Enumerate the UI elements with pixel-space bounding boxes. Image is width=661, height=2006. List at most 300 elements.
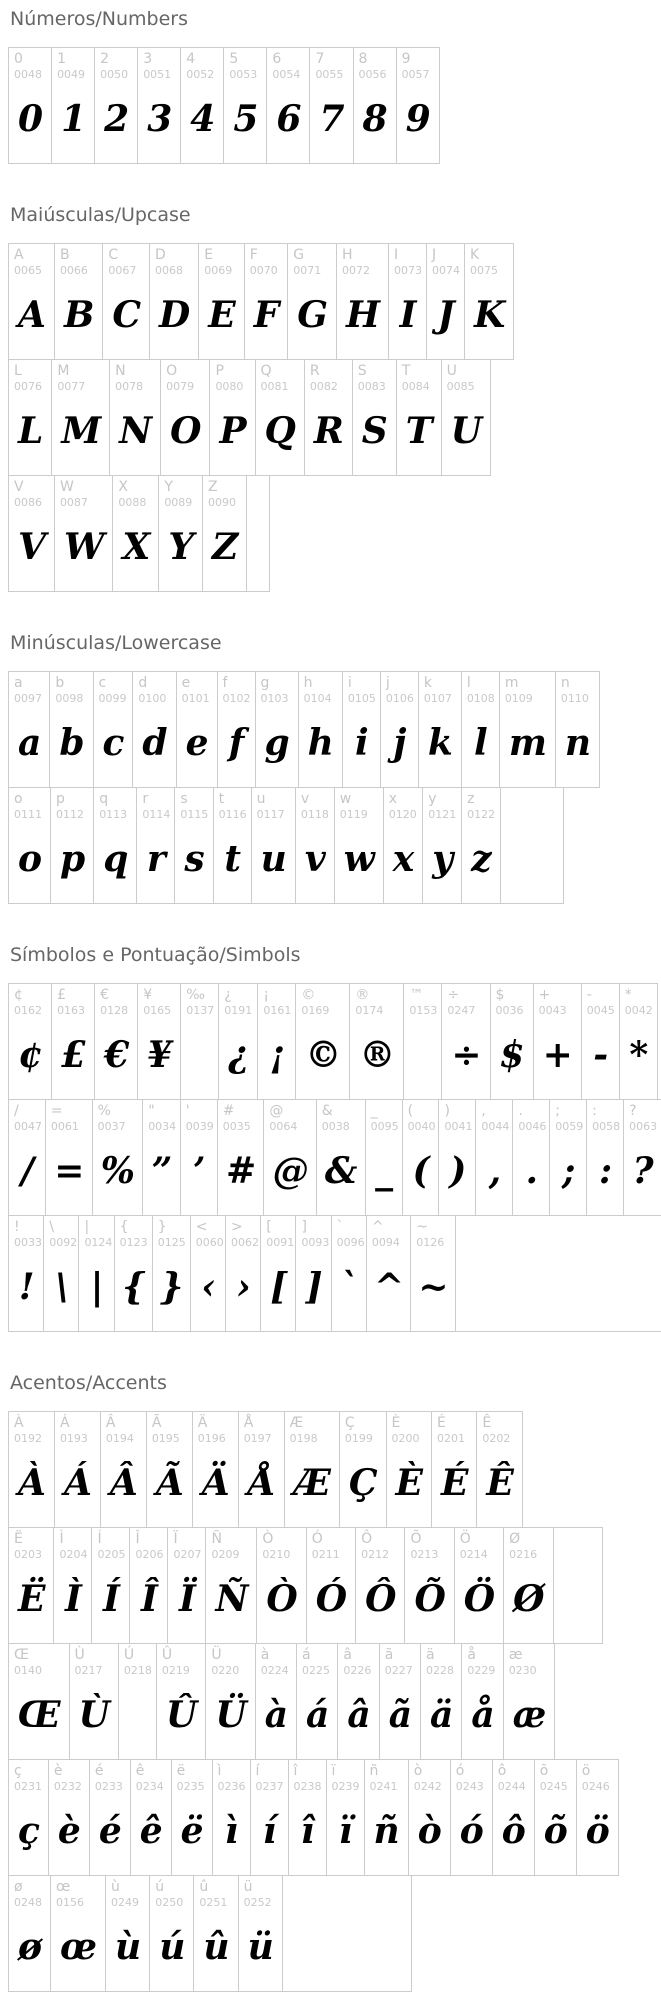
- cell-code-label: 0045: [586, 1004, 615, 1017]
- cell-glyph: !: [18, 1266, 35, 1308]
- cell-code-label: 0120: [388, 808, 417, 821]
- cell-char-label: D: [155, 247, 166, 263]
- cell-char-label: e: [181, 675, 191, 691]
- glyph-cell: [250, 1759, 289, 1876]
- empty-filler-cell: [246, 475, 270, 592]
- glyph-cell: [431, 1411, 477, 1528]
- cell-code-label: 0044: [481, 1120, 510, 1133]
- cell-code-label: 0038: [321, 1120, 350, 1133]
- cell-code-label: 0116: [218, 808, 247, 821]
- cell-code-label: 0078: [115, 380, 144, 393]
- glyph-row: [8, 1875, 661, 1992]
- cell-glyph: X: [122, 526, 151, 568]
- cell-glyph: Ó: [315, 1578, 348, 1620]
- cell-char-label: Ú: [123, 1647, 135, 1663]
- cell-glyph: í: [262, 1810, 277, 1852]
- glyph-cell: [287, 243, 337, 360]
- cell-code-label: 0103: [260, 692, 289, 705]
- glyph-cell: [408, 1759, 451, 1876]
- cell-glyph: %: [100, 1150, 136, 1192]
- cell-code-label: 0105: [347, 692, 376, 705]
- cell-code-label: 0248: [14, 1896, 42, 1909]
- cell-glyph: 5: [233, 98, 259, 140]
- cell-char-label: C: [108, 247, 119, 263]
- cell-code-label: 0109: [504, 692, 533, 705]
- cell-char-label: ™: [409, 987, 424, 1003]
- glyph-cell: [8, 1759, 49, 1876]
- cell-code-label: 0125: [157, 1236, 186, 1249]
- cell-char-label: |: [84, 1219, 90, 1235]
- cell-glyph: U: [450, 410, 482, 452]
- cell-char-label: g: [260, 675, 270, 691]
- cell-char-label: H: [342, 247, 353, 263]
- cell-char-label: =: [50, 1103, 63, 1119]
- glyph-cell: [69, 1643, 119, 1760]
- glyph-cell: [137, 983, 181, 1100]
- glyph-cell: [619, 983, 658, 1100]
- cell-glyph: k: [427, 722, 453, 764]
- glyph-cell: [8, 1411, 55, 1528]
- cell-char-label: r: [142, 791, 149, 807]
- cell-glyph: ø: [18, 1926, 43, 1968]
- cell-glyph: ï: [338, 1810, 353, 1852]
- glyph-cell: [255, 671, 299, 788]
- glyph-cell: [326, 1759, 365, 1876]
- cell-glyph: ù: [115, 1926, 142, 1968]
- cell-glyph: Å: [247, 1462, 276, 1504]
- glyph-cell: [51, 47, 95, 164]
- cell-char-label: õ: [539, 1763, 549, 1779]
- glyph-cell: [475, 1099, 513, 1216]
- cell-char-label: 2: [100, 51, 110, 67]
- cell-char-label: +: [538, 987, 551, 1003]
- cell-char-label: æ: [508, 1647, 523, 1663]
- glyph-cell: [8, 243, 55, 360]
- cell-glyph: N: [119, 410, 153, 452]
- glyph-cell: [450, 1759, 493, 1876]
- cell-glyph: Ù: [78, 1694, 110, 1736]
- glyph-row: [8, 1759, 661, 1876]
- glyph-cell: [94, 983, 138, 1100]
- cell-code-label: 0077: [57, 380, 86, 393]
- glyph-cell: [94, 47, 138, 164]
- cell-char-label: W: [59, 479, 74, 495]
- cell-glyph: ê: [139, 1810, 163, 1852]
- glyph-cell: [295, 983, 350, 1100]
- cell-char-label: >: [231, 1219, 243, 1235]
- glyph-cell: [193, 1875, 238, 1992]
- glyph-cell: [490, 983, 534, 1100]
- glyph-cell: [54, 1411, 101, 1528]
- cell-char-label: 0: [14, 51, 23, 67]
- cell-glyph: `: [340, 1266, 359, 1308]
- glyph-cell: [213, 787, 252, 904]
- cell-glyph: j: [393, 722, 407, 764]
- glyph-cell: [171, 1759, 213, 1876]
- cell-char-label: â: [343, 1647, 352, 1663]
- cell-glyph: V: [18, 526, 46, 568]
- cell-code-label: 0074: [432, 264, 461, 277]
- cell-code-label: 0241: [369, 1780, 398, 1793]
- cell-glyph: q: [103, 838, 129, 880]
- cell-glyph: a: [18, 722, 42, 764]
- cell-code-label: 0207: [173, 1548, 202, 1561]
- cell-code-label: 0054: [272, 68, 301, 81]
- cell-code-label: 0165: [143, 1004, 172, 1017]
- glyph-cell: [205, 1643, 255, 1760]
- cell-char-label: ù: [111, 1879, 120, 1895]
- cell-char-label: ]: [301, 1219, 307, 1235]
- cell-char-label: ~: [416, 1219, 428, 1235]
- cell-glyph: ‹: [201, 1266, 216, 1308]
- cell-char-label: f: [222, 675, 228, 691]
- cell-glyph: ú: [159, 1926, 186, 1968]
- glyph-cell: [205, 1527, 257, 1644]
- cell-char-label: Œ: [14, 1647, 29, 1663]
- cell-code-label: 0197: [243, 1432, 272, 1445]
- glyph-cell: [8, 1099, 46, 1216]
- glyph-cell: [366, 1215, 411, 1332]
- cell-glyph: [186, 1017, 214, 1093]
- cell-glyph: Ã: [155, 1462, 184, 1504]
- cell-char-label: Ê: [482, 1415, 492, 1431]
- glyph-cell: [386, 1411, 432, 1528]
- cell-code-label: 0086: [14, 496, 42, 509]
- cell-char-label: î: [293, 1763, 298, 1779]
- cell-glyph: 6: [276, 98, 302, 140]
- cell-glyph: ?: [632, 1150, 654, 1192]
- cell-code-label: 0245: [539, 1780, 568, 1793]
- cell-glyph: d: [142, 722, 168, 764]
- glyph-cell: [53, 1527, 92, 1644]
- section-title-numbers: Números/Numbers: [10, 8, 188, 30]
- cell-code-label: 0137: [186, 1004, 215, 1017]
- cell-char-label: q: [99, 791, 109, 807]
- cell-code-label: 0193: [59, 1432, 88, 1445]
- cell-code-label: 0088: [118, 496, 147, 509]
- cell-char-label: c: [98, 675, 107, 691]
- cell-char-label: v: [300, 791, 310, 807]
- glyph-cell: [306, 1527, 356, 1644]
- glyph-cell: [8, 1643, 70, 1760]
- cell-char-label: Z: [208, 479, 218, 495]
- glyph-cell: [238, 1411, 285, 1528]
- cell-code-label: 0140: [14, 1664, 42, 1677]
- glyph-cell: [555, 671, 600, 788]
- cell-code-label: 0233: [94, 1780, 123, 1793]
- cell-glyph: [124, 1677, 152, 1753]
- cell-glyph: œ: [60, 1926, 98, 1968]
- cell-code-label: 0076: [14, 380, 42, 393]
- cell-glyph: F: [253, 294, 280, 336]
- cell-glyph: È: [395, 1462, 423, 1504]
- glyph-cell: [288, 1759, 327, 1876]
- section-lowercase: [8, 632, 661, 904]
- cell-char-label: 7: [315, 51, 325, 67]
- cell-char-label: M: [57, 363, 70, 379]
- glyph-cell: [295, 787, 335, 904]
- cell-char-label: é: [94, 1763, 104, 1779]
- cell-glyph: (: [412, 1150, 430, 1192]
- glyph-cell: [137, 47, 181, 164]
- cell-glyph: ›: [236, 1266, 251, 1308]
- cell-code-label: 0093: [301, 1236, 330, 1249]
- cell-glyph: o: [18, 838, 43, 880]
- cell-glyph: ;: [562, 1150, 576, 1192]
- cell-char-label: ÷: [447, 987, 460, 1003]
- cell-code-label: 0094: [371, 1236, 400, 1249]
- cell-char-label: ¿: [224, 987, 232, 1003]
- cell-char-label: ì: [217, 1763, 222, 1779]
- cell-glyph: û: [203, 1926, 230, 1968]
- cell-code-label: 0046: [518, 1120, 547, 1133]
- section-title-lowercase: Minúsculas/Lowercase: [10, 632, 222, 654]
- cell-glyph: ö: [585, 1810, 610, 1852]
- cell-glyph: ä: [430, 1694, 454, 1736]
- cell-code-label: 0174: [355, 1004, 384, 1017]
- cell-char-label: ï: [331, 1763, 336, 1779]
- cell-glyph: :: [598, 1150, 613, 1192]
- cell-code-label: 0055: [315, 68, 344, 81]
- cell-code-label: 0156: [56, 1896, 85, 1909]
- cell-code-label: 0057: [401, 68, 430, 81]
- cell-glyph: |: [90, 1266, 104, 1308]
- cell-code-label: 0115: [180, 808, 209, 821]
- cell-code-label: 0079: [166, 380, 195, 393]
- cell-glyph: b: [59, 722, 85, 764]
- cell-code-label: 0036: [495, 1004, 524, 1017]
- cell-char-label: Í: [97, 1531, 102, 1547]
- cell-glyph: g: [264, 722, 290, 764]
- cell-char-label: å: [467, 1647, 476, 1663]
- cell-char-label: L: [14, 363, 22, 379]
- cell-glyph: 3: [147, 98, 173, 140]
- glyph-cell: [304, 359, 353, 476]
- cell-glyph: Ì: [65, 1578, 82, 1620]
- cell-code-label: 0211: [311, 1548, 340, 1561]
- cell-char-label: Á: [59, 1415, 70, 1431]
- cell-char-label: !: [14, 1219, 20, 1235]
- glyph-cell: [136, 787, 175, 904]
- cell-char-label: Ä: [197, 1415, 208, 1431]
- cell-char-label: Ã: [151, 1415, 162, 1431]
- cell-char-label: i: [347, 675, 352, 691]
- cell-code-label: 0243: [455, 1780, 484, 1793]
- cell-char-label: À: [14, 1415, 24, 1431]
- cell-char-label: ¢: [14, 987, 23, 1003]
- glyph-cell: [388, 243, 427, 360]
- glyph-cell: [438, 1099, 476, 1216]
- cell-code-label: 0199: [344, 1432, 373, 1445]
- glyph-cell: [198, 243, 244, 360]
- cell-code-label: 0196: [197, 1432, 226, 1445]
- cell-glyph: R: [313, 410, 344, 452]
- cell-glyph: [: [270, 1266, 288, 1308]
- cell-code-label: 0228: [426, 1664, 455, 1677]
- cell-glyph: h: [307, 722, 334, 764]
- cell-char-label: 5: [229, 51, 239, 67]
- cell-code-label: 0229: [467, 1664, 496, 1677]
- cell-glyph: ¡: [269, 1034, 286, 1076]
- cell-code-label: 0097: [14, 692, 42, 705]
- cell-glyph: Q: [264, 410, 296, 452]
- glyph-cell: [78, 1215, 114, 1332]
- cell-char-label: ?: [629, 1103, 637, 1119]
- glyph-cell: [352, 359, 397, 476]
- cell-char-label: $: [495, 987, 505, 1003]
- cell-code-label: 0235: [176, 1780, 205, 1793]
- cell-code-label: 0037: [97, 1120, 126, 1133]
- cell-char-label: @: [269, 1103, 284, 1119]
- cell-glyph: D: [159, 294, 191, 336]
- glyph-cell: [336, 243, 389, 360]
- cell-glyph: W: [63, 526, 105, 568]
- glyph-cell: [50, 1875, 106, 1992]
- cell-code-label: 0219: [161, 1664, 190, 1677]
- cell-code-label: 0064: [269, 1120, 298, 1133]
- glyph-cell: [149, 1875, 194, 1992]
- cell-glyph: 2: [104, 98, 130, 140]
- cell-char-label: -: [586, 987, 592, 1003]
- section-numbers: [8, 8, 661, 164]
- glyph-cell: [212, 1759, 251, 1876]
- cell-code-label: 0068: [155, 264, 184, 277]
- cell-glyph: f: [228, 722, 245, 764]
- glyph-cell: [43, 1215, 79, 1332]
- cell-glyph: L: [18, 410, 44, 452]
- cell-code-label: 0226: [343, 1664, 372, 1677]
- cell-code-label: 0252: [243, 1896, 272, 1909]
- cell-glyph: H: [346, 294, 381, 336]
- cell-char-label: Ë: [14, 1531, 23, 1547]
- glyph-cell: [93, 671, 134, 788]
- cell-code-label: 0056: [358, 68, 387, 81]
- glyph-cell: [255, 359, 305, 476]
- cell-char-label: Ô: [361, 1531, 373, 1547]
- cell-char-label: G: [293, 247, 305, 263]
- cell-glyph: 0: [18, 98, 44, 140]
- cell-char-label: /: [14, 1103, 19, 1119]
- glyph-cell: [118, 1643, 157, 1760]
- cell-char-label: ó: [455, 1763, 465, 1779]
- cell-char-label: N: [115, 363, 126, 379]
- cell-glyph: _: [375, 1150, 394, 1192]
- cell-char-label: l: [466, 675, 471, 691]
- cell-glyph: .: [525, 1150, 539, 1192]
- cell-glyph: Î: [141, 1578, 158, 1620]
- cell-char-label: k: [423, 675, 432, 691]
- cell-glyph: w: [343, 838, 375, 880]
- cell-char-label: a: [14, 675, 23, 691]
- glyph-cell: [576, 1759, 619, 1876]
- cell-char-label: &: [321, 1103, 333, 1119]
- cell-code-label: 0121: [428, 808, 457, 821]
- cell-glyph: p: [60, 838, 86, 880]
- glyph-row: [8, 359, 661, 476]
- cell-char-label: í: [255, 1763, 260, 1779]
- cell-code-label: 0060: [195, 1236, 224, 1249]
- glyph-row: [8, 475, 661, 592]
- cell-code-label: 0058: [592, 1120, 621, 1133]
- cell-char-label: É: [436, 1415, 446, 1431]
- cell-glyph: ó: [459, 1810, 484, 1852]
- cell-code-label: 0050: [100, 68, 129, 81]
- cell-char-label: ‰: [186, 987, 206, 1003]
- glyph-cell: [8, 983, 52, 1100]
- cell-code-label: 0206: [135, 1548, 164, 1561]
- cell-char-label: V: [14, 479, 24, 495]
- glyph-row: [8, 671, 661, 788]
- cell-code-label: 0049: [57, 68, 86, 81]
- cell-code-label: 0118: [300, 808, 329, 821]
- cell-code-label: 0194: [105, 1432, 134, 1445]
- cell-glyph: ò: [417, 1810, 442, 1852]
- cell-char-label: Ç: [344, 1415, 355, 1431]
- cell-code-label: 0083: [357, 380, 386, 393]
- cell-char-label: *: [624, 987, 632, 1003]
- glyph-cell: [454, 1527, 504, 1644]
- empty-filler-cell: [455, 1215, 661, 1332]
- cell-glyph: õ: [543, 1810, 568, 1852]
- cell-glyph: -: [593, 1034, 609, 1076]
- cell-char-label: h: [303, 675, 313, 691]
- cell-glyph: S: [361, 410, 388, 452]
- glyph-row: [8, 47, 661, 164]
- cell-glyph: m: [508, 722, 547, 764]
- cell-char-label: à: [260, 1647, 270, 1663]
- cell-code-label: 0091: [266, 1236, 295, 1249]
- cell-glyph: i: [355, 722, 369, 764]
- glyph-cell: [499, 671, 556, 788]
- glyph-cell: [339, 1411, 387, 1528]
- cell-glyph: Y: [168, 526, 195, 568]
- cell-char-label: ^: [371, 1219, 384, 1235]
- cell-code-label: 0236: [217, 1780, 246, 1793]
- cell-glyph: G: [297, 294, 329, 336]
- cell-char-label: J: [432, 247, 437, 263]
- cell-code-label: 0232: [53, 1780, 82, 1793]
- cell-char-label: È: [391, 1415, 401, 1431]
- cell-glyph: #: [225, 1150, 257, 1192]
- cell-char-label: £: [57, 987, 66, 1003]
- glyph-cell: [464, 243, 514, 360]
- cell-glyph: $: [499, 1034, 525, 1076]
- cell-char-label: ò: [413, 1763, 423, 1779]
- cell-glyph: Ä: [201, 1462, 230, 1504]
- cell-glyph: 4: [190, 98, 216, 140]
- glyph-cell: [586, 1099, 624, 1216]
- cell-char-label: ": [148, 1103, 155, 1119]
- cell-glyph: æ: [512, 1694, 547, 1736]
- glyph-cell: [50, 787, 94, 904]
- cell-glyph: ë: [180, 1810, 204, 1852]
- cell-char-label: Ù: [74, 1647, 85, 1663]
- glyph-cell: [176, 671, 218, 788]
- cell-glyph: /: [20, 1150, 35, 1192]
- cell-char-label: Y: [164, 479, 173, 495]
- cell-char-label: d: [138, 675, 148, 691]
- cell-glyph: é: [98, 1810, 122, 1852]
- glyph-cell: [549, 1099, 587, 1216]
- glyph-cell: [54, 243, 103, 360]
- glyph-cell: [51, 983, 95, 1100]
- cell-glyph: ”: [151, 1150, 173, 1192]
- cell-code-label: 0202: [482, 1432, 511, 1445]
- cell-glyph: n: [564, 722, 592, 764]
- cell-code-label: 0092: [49, 1236, 78, 1249]
- cell-code-label: 0059: [555, 1120, 584, 1133]
- glyph-cell: [132, 671, 176, 788]
